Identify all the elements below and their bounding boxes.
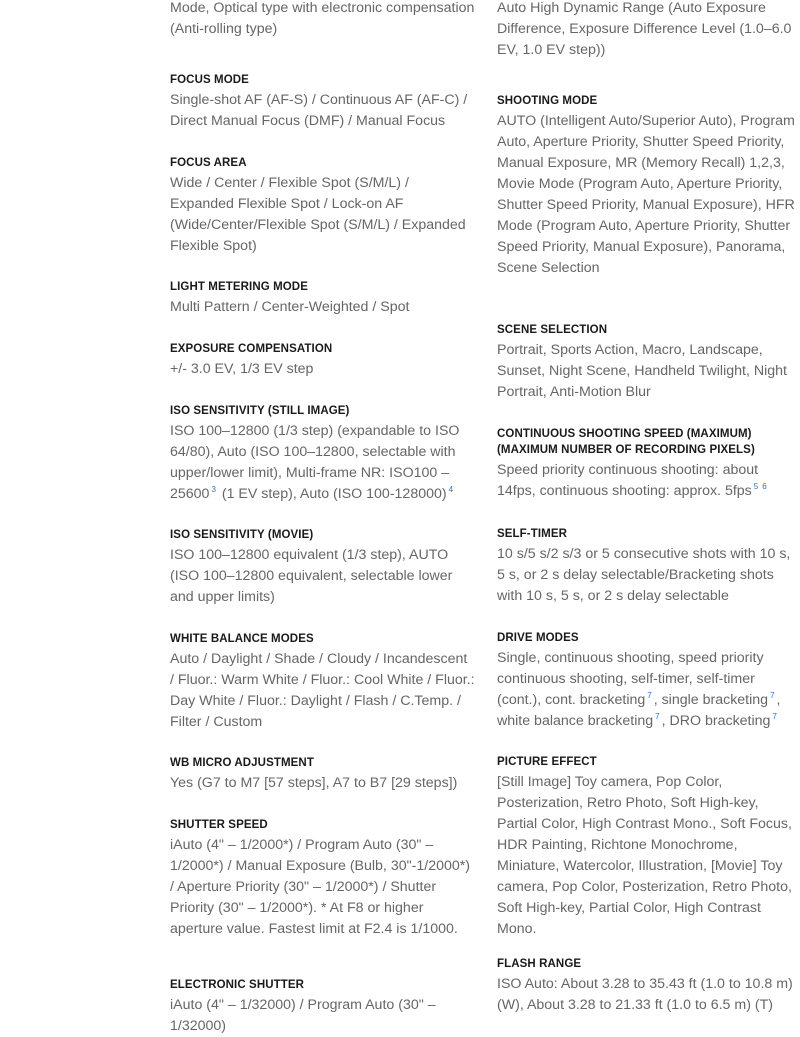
footnote-ref[interactable]: 7: [647, 691, 652, 701]
spec-self-timer: [497, 526, 800, 607]
spec-value: Speed priority continuous shooting: about 14fps, continuous shooting: approx. 5fps $^5$ $^6$: [497, 462, 767, 499]
spec-heading: SELF-TIMER: [497, 528, 567, 540]
spec-heading: FOCUS AREA: [170, 157, 247, 169]
spec-value: +/- 3.0 EV, 1/3 EV step: [170, 361, 314, 377]
spec-heading: DRIVE MODES: [497, 632, 579, 644]
spec-continuous-shooting-speed: [497, 426, 800, 502]
spec-dynamic-range-functions: [497, 0, 800, 61]
footnote-ref[interactable]: 3: [211, 485, 216, 495]
spec-value: Multi Pattern / Center-Weighted / Spot: [170, 299, 410, 315]
spec-wb-micro-adjustment: [170, 755, 475, 794]
spec-heading: LIGHT METERING MODE: [170, 281, 308, 293]
spec-iso-movie: [170, 527, 475, 608]
footnote-ref[interactable]: 6: [762, 482, 767, 492]
spec-heading: SCENE SELECTION: [497, 324, 608, 336]
footnote-ref[interactable]: 7: [770, 691, 775, 701]
spec-value: ISO 100–12800 equivalent (1/3 step), AUTO (ISO 100–12800 equivalent, selectable lower and upper limits): [170, 547, 453, 605]
spec-value: ISO 100–12800 (1/3 step) (expandable to ISO 64/80), Auto (ISO 100–12800, selectable with upper/lower limit), Multi-frame NR: ISO100 –25600 $^3$ (1 EV step), Auto (ISO 100-128000) $^4$: [170, 423, 460, 502]
spec-value: Mode, Optical type with electronic compensation (Anti-rolling type): [170, 0, 475, 37]
spec-value: [Still Image] Toy camera, Pop Color, Posterization, Retro Photo, Soft High-key, Partial Color, High Contrast Mono., Soft Focus, HDR Painting, Richtone Monochrome, Miniature, Watercolor, Illustration, [Movie] Toy camera, Pop Color, Posterization, Retro Photo, Soft High-key, Partial Color, High Contrast Mono.: [497, 774, 792, 937]
spec-value: AUTO (Intelligent Auto/Superior Auto), Program Auto, Aperture Priority, Shutter Speed Priority, Manual Exposure, MR (Memory Recall) 1,2,3, Movie Mode (Program Auto, Aperture Priority, Shutter Speed Priority, Manual Exposure), HFR Mode (Program Auto, Aperture Priority, Shutter Speed Priority, Manual Exposure), Panorama, Scene Selection: [497, 113, 795, 276]
spec-electronic-shutter: [170, 977, 475, 1037]
footnote-ref[interactable]: 7: [655, 712, 660, 722]
spec-heading: SHUTTER SPEED: [170, 819, 268, 831]
spec-value: Wide / Center / Flexible Spot (S/M/L) / Expanded Flexible Spot / Lock-on AF (Wide/Center/Flexible Spot (S/M/L) / Expanded Flexible Spot): [170, 175, 466, 254]
spec-heading: ISO SENSITIVITY (MOVIE): [170, 529, 314, 541]
spec-heading: WB MICRO ADJUSTMENT: [170, 757, 314, 769]
spec-iso-still: [170, 403, 475, 505]
spec-shooting-mode: [497, 93, 800, 279]
spec-value: ISO Auto: About 3.28 to 35.43 ft (1.0 to 10.8 m) (W), About 3.28 to 21.33 ft (1.0 to 6.5 m) (T): [497, 976, 793, 1013]
spec-focus-area: [170, 155, 475, 257]
spec-flash-range: [497, 956, 800, 1016]
footnote-ref[interactable]: 4: [448, 485, 454, 495]
spec-value: iAuto (4" – 1/32000) / Program Auto (30" – 1/32000): [170, 997, 436, 1034]
spec-exposure-compensation: [170, 341, 475, 380]
spec-value: 10 s/5 s/2 s/3 or 5 consecutive shots with 10 s, 5 s, or 2 s delay selectable/Bracketing shots with 10 s, 5 s, or 2 s delay selectable: [497, 546, 791, 604]
spec-heading: CONTINUOUS SHOOTING SPEED (MAXIMUM) (MAXIMUM NUMBER OF RECORDING PIXELS): [497, 428, 755, 456]
footnote-ref[interactable]: 7: [772, 712, 777, 722]
spec-drive-modes: [497, 630, 800, 732]
spec-shutter-speed: [170, 817, 475, 940]
spec-heading: FOCUS MODE: [170, 74, 249, 86]
footnote-ref[interactable]: 5: [753, 482, 759, 492]
spec-white-balance-modes: [170, 631, 475, 733]
spec-heading: SHOOTING MODE: [497, 95, 598, 107]
spec-value: Yes (G7 to M7 [57 steps], A7 to B7 [29 steps]): [170, 775, 458, 791]
spec-picture-effect: [497, 754, 800, 940]
spec-heading: PICTURE EFFECT: [497, 756, 597, 768]
spec-focus-mode: [170, 72, 475, 132]
spec-scene-selection: [497, 322, 800, 403]
spec-heading: WHITE BALANCE MODES: [170, 633, 314, 645]
spec-value: Auto / Daylight / Shade / Cloudy / Incandescent / Fluor.: Warm White / Fluor.: Cool White / Fluor.: Day White / Fluor.: Daylight / Flash / C.Temp. / Filter / Custom: [170, 651, 475, 730]
spec-image-stabilization: [170, 0, 475, 40]
spec-value: Single, continuous shooting, speed priority continuous shooting, self-timer, self-timer (cont.), cont. bracketing $^7$ , single bracketing $^7$ , white balance bracketing $^7$ , DRO bracketing $^7$: [497, 650, 781, 729]
spec-heading: FLASH RANGE: [497, 958, 582, 970]
spec-value: Portrait, Sports Action, Macro, Landscape, Sunset, Night Scene, Handheld Twilight, Night Portrait, Anti-Motion Blur: [497, 342, 787, 400]
spec-light-metering-mode: [170, 279, 475, 318]
spec-value: iAuto (4" – 1/2000*) / Program Auto (30" – 1/2000*) / Manual Exposure (Bulb, 30"-1/2000*) / Aperture Priority (30" – 1/2000*) / Shutter Priority (30" – 1/2000*). * At F8 or higher aperture value. Fastest limit at F2.4 is 1/1000.: [170, 837, 471, 937]
spec-value: Single-shot AF (AF-S) / Continuous AF (AF-C) / Direct Manual Focus (DMF) / Manual Focus: [170, 92, 468, 129]
spec-heading: ELECTRONIC SHUTTER: [170, 979, 305, 991]
spec-heading: EXPOSURE COMPENSATION: [170, 343, 333, 355]
spec-heading: ISO SENSITIVITY (STILL IMAGE): [170, 405, 350, 417]
spec-value: Auto High Dynamic Range (Auto Exposure Difference, Exposure Difference Level (1.0–6.0 EV, 1.0 EV step)): [497, 0, 792, 58]
